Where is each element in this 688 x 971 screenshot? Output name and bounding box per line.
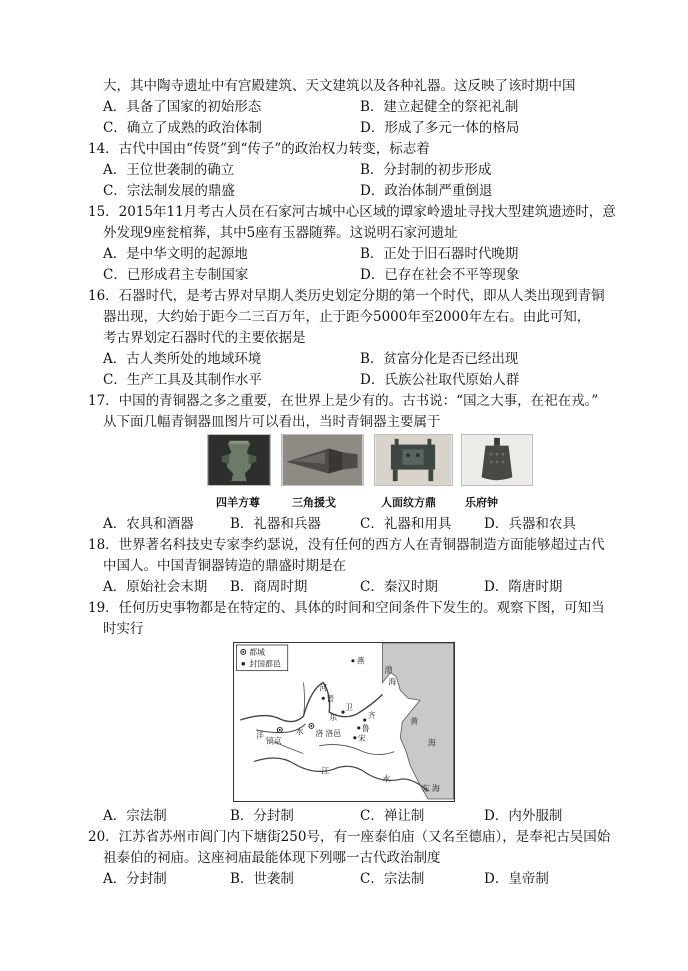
q19-option-d[interactable]: D．内外服制	[484, 808, 563, 824]
map-place-label: 河	[319, 683, 328, 693]
q15-option-c[interactable]: C．已形成君主专制国家	[103, 267, 249, 283]
q15-option-b[interactable]: B．正处于旧石器时代晚期	[360, 246, 519, 262]
q13-option-d[interactable]: D．形成了多元一体的格局	[360, 120, 520, 136]
q16-stem-line3: 考古界划定石器时代的主要依据是	[103, 330, 306, 346]
q20-option-d[interactable]: D．皇帝制	[484, 871, 549, 887]
q20-option-c[interactable]: C．宗法制	[360, 871, 425, 887]
q13-option-b[interactable]: B．建立起健全的祭祀礼制	[360, 99, 519, 115]
map-place-label: 水	[382, 774, 391, 784]
siyang-fangzun-image	[207, 434, 271, 486]
legend-capital-label: 都城	[249, 647, 265, 657]
map-place-label: 东	[422, 784, 430, 794]
q18-option-b[interactable]: B．商周时期	[230, 579, 308, 595]
q15-stem-line1: 15．2015年11月考古人员在石家河古城中心区域的谭家岭遗址寻找大型建筑遗迹时，意	[88, 204, 616, 220]
map-place-label: 海	[431, 784, 440, 794]
q18-option-d[interactable]: D．隋唐时期	[484, 579, 563, 595]
q20-stem-line2: 祖泰伯的祠庙。这座祠庙最能体现下列哪一古代政治制度	[103, 850, 441, 866]
q16-option-c[interactable]: C．生产工具及其制作水平	[103, 372, 262, 388]
q19-option-b[interactable]: B．分封制	[230, 808, 294, 824]
legend-state-label: 封国都邑	[249, 659, 281, 669]
map-place-label: 洛邑	[325, 728, 342, 738]
q15-option-d[interactable]: D．已存在社会不平等现象	[360, 267, 520, 283]
map-place-label: 晋	[326, 694, 335, 704]
map-place-label: 江	[321, 766, 330, 776]
q20-option-a[interactable]: A．分封制	[103, 871, 167, 887]
map-place-label: 洛	[315, 728, 324, 738]
map-place-label: 鲁	[361, 723, 370, 733]
q16-stem-line2: 器出现，大约始于距今二三百万年，止于距今5000年至2000年左右。由此可知，	[103, 309, 591, 325]
q16-option-d[interactable]: D．氏族公社取代原始人群	[360, 372, 520, 388]
q13-option-a[interactable]: A．具备了国家的初始形态	[103, 99, 262, 115]
map-place-label: 海	[388, 677, 397, 687]
map-place-label: 渤	[384, 665, 393, 675]
q14-option-a[interactable]: A．王位世袭制的确立	[103, 162, 235, 178]
q14-option-c[interactable]: C．宗法制发展的鼎盛	[103, 183, 235, 199]
q17-option-d[interactable]: D．兵器和农具	[484, 516, 576, 532]
western-zhou-map	[233, 642, 455, 802]
q20-option-b[interactable]: B．世袭制	[230, 871, 294, 887]
map-place-label: 东	[329, 713, 338, 723]
renmianwen-fangding-image	[374, 434, 453, 486]
caption-renmianwen-fangding: 人面纹方鼎	[381, 496, 436, 509]
q14-option-b[interactable]: B．分封制的初步形成	[360, 162, 492, 178]
q15-stem-line2: 外发现9座瓮棺葬，其中5座有玉器随葬。这说明石家河遗址	[103, 225, 458, 241]
q17-option-a[interactable]: A．农具和酒器	[103, 516, 194, 532]
q20-stem-line1: 20．江苏省苏州市阊门内下塘街250号，有一座泰伯庙（又名至德庙），是奉祀古吴国始	[88, 829, 611, 845]
map-place-label: 宋	[357, 733, 366, 743]
q17-stem-line1: 17．中国的青铜器之多之重要，在世界上是少有的。古书说：“国之大事，在祀在戎。”	[88, 393, 599, 409]
map-legend	[236, 645, 287, 671]
q17-option-c[interactable]: C．礼器和用具	[360, 516, 452, 532]
map-place-label: 海	[427, 738, 436, 748]
map-place-label: 水	[295, 726, 304, 736]
q16-stem-line1: 16．石器时代，是考古界对早期人类历史划定分期的第一个时代，即从人类出现到青铜	[88, 288, 605, 304]
q14-option-d[interactable]: D．政治体制严重倒退	[360, 183, 493, 199]
map-place-label: 镐京	[265, 736, 282, 746]
q17-stem-line2: 从下面几幅青铜器皿图片可以看出，当时青铜器主要属于	[103, 414, 441, 430]
q15-option-a[interactable]: A．是中华文明的起源地	[103, 246, 248, 262]
sanjiao-yuange-image	[281, 434, 364, 486]
q17-option-b[interactable]: B．礼器和兵器	[230, 516, 321, 532]
q19-stem-line2: 时实行	[103, 621, 144, 637]
q19-option-c[interactable]: C．禅让制	[360, 808, 425, 824]
caption-sanjiao-yuange: 三角援戈	[292, 496, 336, 509]
q18-option-a[interactable]: A．原始社会末期	[103, 579, 208, 595]
q16-option-b[interactable]: B．贫富分化是否已经出现	[360, 351, 519, 367]
q13-option-c[interactable]: C．确立了成熟的政治体制	[103, 120, 262, 136]
q18-option-c[interactable]: C．秦汉时期	[360, 579, 438, 595]
q19-option-a[interactable]: A．宗法制	[103, 808, 167, 824]
q18-stem-line1: 18．世界著名科技史专家李约瑟说，没有任何的西方人在青铜器制造方面能够超过古代	[88, 537, 605, 553]
caption-yuefu-zhong: 乐府钟	[465, 496, 498, 509]
caption-siyang-fangzun: 四羊方尊	[216, 496, 260, 509]
map-place-label: 燕	[356, 656, 365, 666]
map-place-label: 黄	[410, 716, 419, 726]
q14-stem: 14．古代中国由“传贤”到“传子”的政治权力转变，标志着	[88, 141, 430, 157]
map-place-label: 卫	[344, 703, 353, 713]
map-place-label: 齐	[367, 711, 376, 721]
map-place-label: 沣	[256, 730, 265, 740]
q19-stem-line1: 19．任何历史事物都是在特定的、具体的时间和空间条件下发生的。观察下图，可知当	[88, 600, 605, 616]
yuefu-zhong-image	[461, 434, 533, 486]
q13-stem-tail: 大，其中陶寺遗址中有宫殿建筑、天文建筑以及各种礼器。这反映了该时期中国	[103, 78, 576, 94]
q18-stem-line2: 中国人。中国青铜器铸造的鼎盛时期是在	[103, 558, 346, 574]
q16-option-a[interactable]: A．古人类所处的地域环境	[103, 351, 262, 367]
